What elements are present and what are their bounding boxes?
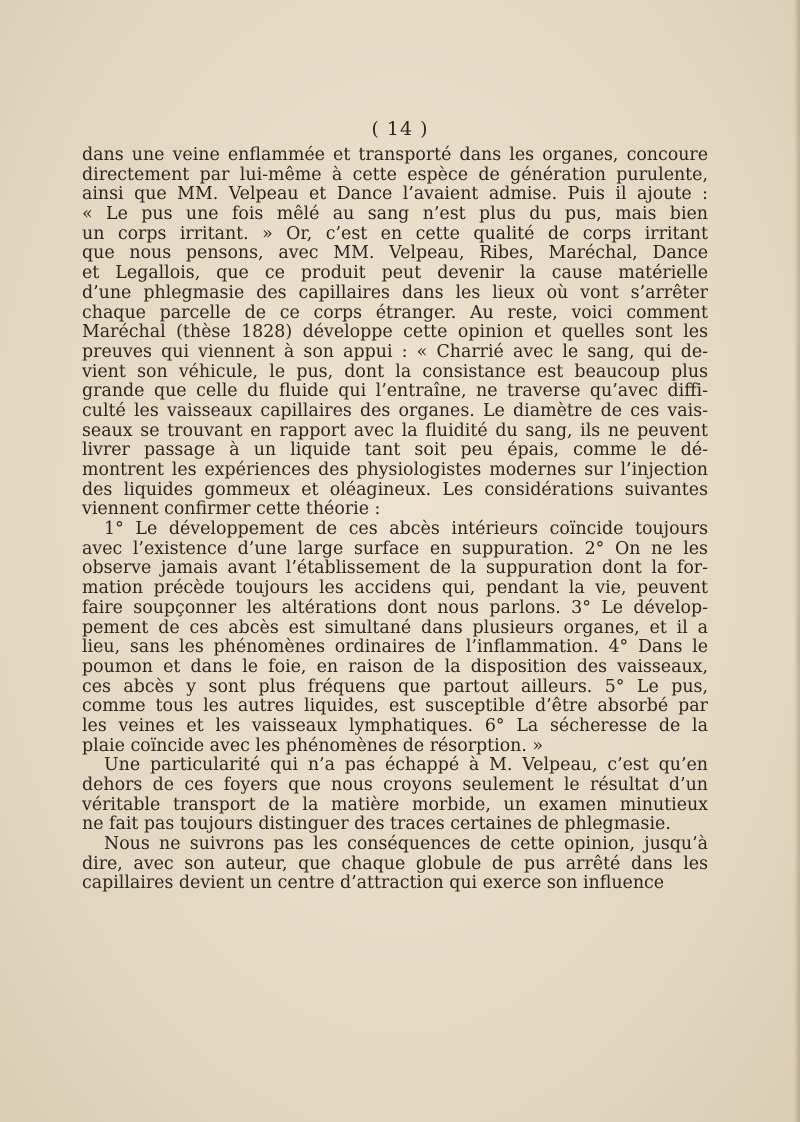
text-line: observe jamais avant l’établissement de la suppuration dont la for- [82, 558, 708, 579]
body-text [82, 146, 708, 894]
text-line: d’une phlegmasie des capillaires dans les lieux où vont s’arrêter [82, 282, 708, 303]
text-line: ne fait pas toujours distinguer des traces certaines de phlegmasie. [82, 814, 671, 835]
text-line: comme tous les autres liquides, est susceptible d’être absorbé par [82, 696, 708, 717]
page-edge-shadow [794, 0, 800, 1122]
text-line: culté les vaisseaux capillaires des organes. Le diamètre de ces vais- [82, 400, 708, 421]
text-line: Nous ne suivrons pas les conséquences de cette opinion, jusqu’à [104, 834, 708, 855]
text-line: plaie coïncide avec les phénomènes de résorption. » [82, 735, 544, 756]
text-line: et Legallois, que ce produit peut devenir la cause matérielle [82, 263, 708, 284]
text-line: ces abcès y sont plus fréquens que partout ailleurs. 5° Le pus, [82, 676, 708, 697]
text-line: pement de ces abcès est simultané dans plusieurs organes, et il a [82, 617, 708, 638]
text-line: véritable transport de la matière morbide, un examen minutieux [82, 794, 708, 815]
paragraph [82, 146, 708, 520]
text-line: avec l’existence d’une large surface en suppuration. 2° On ne les [82, 538, 708, 559]
text-line: vient son véhicule, le pus, dont la consistance est beaucoup plus [82, 361, 708, 382]
text-line: lieu, sans les phénomènes ordinaires de l’inflammation. 4° Dans le [82, 637, 708, 658]
text-line: « Le pus une fois mêlé au sang n’est plus du pus, mais bien [82, 204, 708, 225]
text-line: seaux se trouvant en rapport avec la fluidité du sang, ils ne peuvent [82, 420, 708, 441]
text-line: poumon et dans le foie, en raison de la disposition des vaisseaux, [82, 656, 708, 677]
paragraph [82, 835, 708, 894]
paragraph [82, 756, 708, 835]
text-line: un corps irritant. » Or, c’est en cette qualité de corps irritant [82, 223, 708, 244]
text-line: livrer passage à un liquide tant soit peu épais, comme le dé- [82, 440, 708, 461]
text-line: grande que celle du fluide qui l’entraîne, ne traverse qu’avec diffi- [82, 381, 708, 402]
text-line: ainsi que MM. Velpeau et Dance l’avaient admise. Puis il ajoute : [82, 184, 708, 205]
text-line: 1° Le développement de ces abcès intérieurs coïncide toujours [104, 519, 708, 540]
text-line: dans une veine enflammée et transporté dans les organes, concoure [82, 145, 708, 165]
text-line: chaque parcelle de ce corps étranger. Au reste, voici comment [82, 302, 708, 323]
text-line: Maréchal (thèse 1828) développe cette opinion et quelles sont les [82, 322, 708, 343]
text-line: montrent les expériences des physiologistes modernes sur l’injection [82, 460, 708, 480]
page-number: ( 14 ) [371, 118, 429, 140]
text-line: preuves qui viennent à son appui : « Charrié avec le sang, qui de- [82, 341, 708, 362]
text-line: les veines et les vaisseaux lymphatiques. 6° La sécheresse de la [82, 715, 708, 736]
text-line: dire, avec son auteur, que chaque globule de pus arrêté dans les [82, 853, 708, 874]
text-line: capillaires devient un centre d’attraction qui exerce son influence [82, 873, 665, 894]
text-line: directement par lui-même à cette espèce de génération purulente, [82, 164, 708, 185]
text-line: viennent confirmer cette théorie : [82, 499, 381, 520]
text-line: Une particularité qui n’a pas échappé à M. Velpeau, c’est qu’en [104, 755, 708, 776]
text-line: faire soupçonner les altérations dont nous parlons. 3° Le dévelop- [82, 597, 708, 618]
paragraph [82, 520, 708, 756]
text-line: mation précède toujours les accidens qui, pendant la vie, peuvent [82, 578, 708, 599]
text-line: dehors de ces foyers que nous croyons seulement le résultat d’un [82, 775, 708, 795]
text-line: que nous pensons, avec MM. Velpeau, Ribes, Maréchal, Dance [82, 243, 708, 264]
text-line: des liquides gommeux et oléagineux. Les considérations suivantes [82, 479, 708, 500]
